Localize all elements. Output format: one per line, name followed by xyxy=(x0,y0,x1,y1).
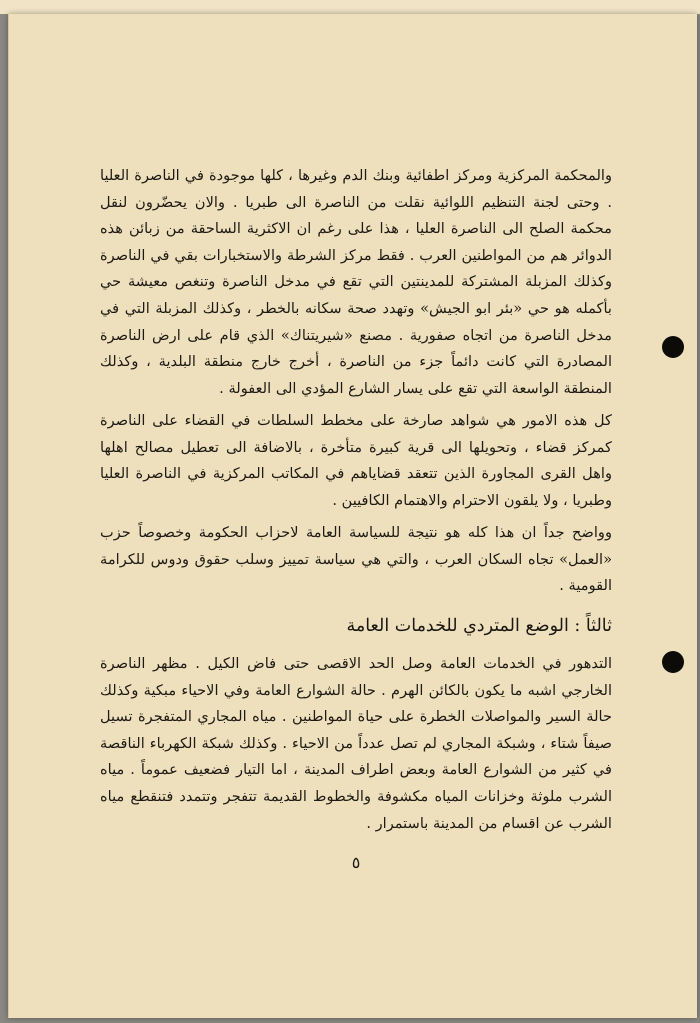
page-number: ٥ xyxy=(351,853,361,872)
section-heading: ثالثاً : الوضع المتردي للخدمات العامة xyxy=(346,616,612,636)
paragraph-authorities-plan: كل هذه الامور هي شواهد صارخة على مخطط السلطات في القضاء على الناصرة كمركز قضاء ، وتحويلها الى قرية كبيرة متأخرة ، بالاضافة الى تعطيل مصالح اهلها واهل القرى المجاورة الذين تتعقد قضاياهم في المكاتب المركزية في الناصرة العليا وطبريا ، ولا يلقون الاحترام والاهتمام الكافيين . xyxy=(100,412,612,509)
paragraph-public-services: التدهور في الخدمات العامة وصل الحد الاقصى حتى فاض الكيل . مظهر الناصرة الخارجي اشبه ما يكون بالكائن الهرم . حالة الشوارع العامة وفي الاحياء مبكية وكذلك حالة السير والمواصلات الخطرة على حياة المواطنين . مياه المجاري المتفجرة تسيل صيفاً شتاء ، وشبكة المجاري لم تصل عدداً من الاحياء . وكذلك شبكة الكهرباء الناقصة في كثير من الشوارع العامة وبعض اطراف المدينة ، اما التيار فضعيف عموماً . مياه الشرب ملوثة وخزانات المياه مكشوفة والخطوط القديمة تتفجر وتتمدد فتنقطع مياه الشرب عن اقسام من المدينة باستمرار . xyxy=(100,655,612,832)
page-top-strip xyxy=(0,0,700,14)
punch-hole xyxy=(662,651,684,673)
paragraph-government-policy: وواضح جداً ان هذا كله هو نتيجة للسياسة العامة لاحزاب الحكومة وخصوصاً حزب «العمل» تجاه السكان العرب ، والتي هي سياسة تمييز وسلب حقوق ودوس للكرامة القومية . xyxy=(100,524,612,595)
punch-hole xyxy=(662,336,684,358)
paragraph-public-institutions: والمحكمة المركزية ومركز اطفائية وبنك الدم وغيرها ، كلها موجودة في الناصرة العليا . وحتى لجنة التنظيم اللوائية نقلت من الناصرة الى طبريا . والان يحضّرون لنقل محكمة الصلح الى الناصرة العليا ، هذا على رغم ان الاكثرية الساحقة من زبائن هذه الدوائر هم من المواطنين العرب . فقط مركز الشرطة والاستخبارات بقي في الناصرة وكذلك المزبلة المشتركة للمدينتين التي تقع في مدخل الناصرة وتنغص معيشة حي بأكمله هو حي «بئر ابو الجيش» وتهدد صحة سكانه بالخطر ، وكذلك المزبلة التي في مدخل الناصرة من اتجاه صفورية . مصنع «شيريتناك» الذي قام على ارض الناصرة المصادرة التي كانت دائماً جزء من الناصرة ، أخرج خارج منطقة البلدية ، وكذلك المنطقة الواسعة التي تقع على يسار الشارع المؤدي الى العفولة . xyxy=(100,167,612,397)
